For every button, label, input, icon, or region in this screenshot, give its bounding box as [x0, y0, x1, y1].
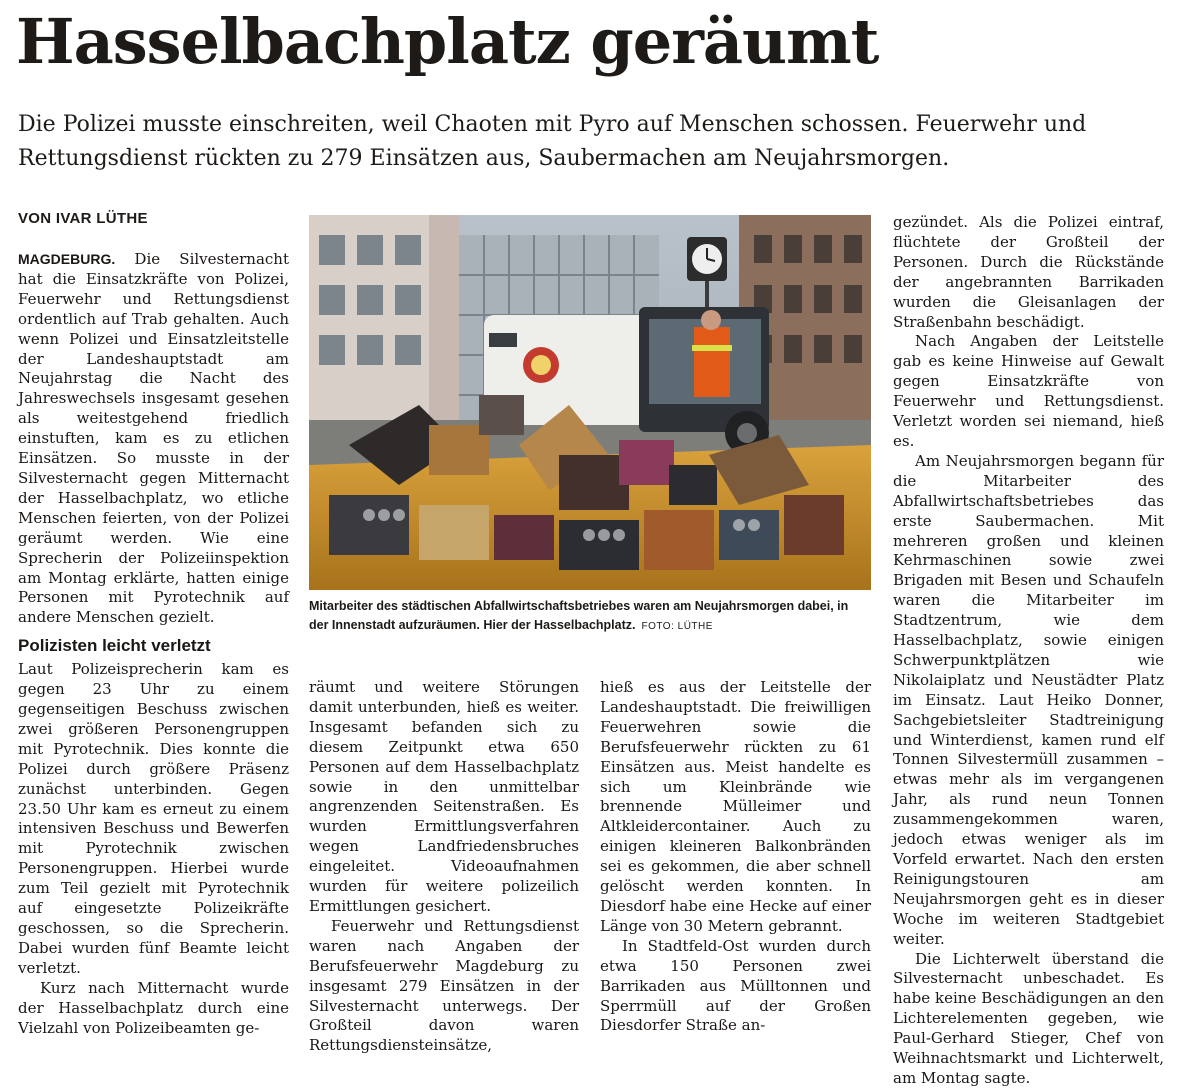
lead-paragraph [18, 250, 289, 628]
paragraph: gezündet. Als die Polizei eintraf, flüchtete der Großteil der Personen. Durch die Rückstände der angebrannten Barrikaden wurden die Gleisanlagen der Straßenbahn beschädigt. [893, 213, 1164, 331]
column-4 [893, 213, 1164, 1089]
headline: Hasselbachplatz geräumt [16, 5, 879, 78]
paragraph: räumt und weitere Störungen damit unterbunden, hieß es weiter. Insgesamt befanden sich zu diesem Zeitpunkt etwa 650 Personen auf dem Hasselbachplatz sowie in den unmittelbar angrenzenden Seitenstraßen. Es wurden Ermittlungsverfahren wegen Landfriedensbruches eingeleitet. Videoaufnahmen wurden für weitere polizeilich Ermittlungen gesichert. [309, 678, 579, 915]
worker [694, 327, 730, 397]
section-subtitle: Polizisten leicht verletzt [18, 636, 211, 656]
lead-text: Die Silvesternacht hat die Einsatzkräfte von Polizei, Feuerwehr und Rettungsdienst ordentlich auf Trab gehalten. Auch wenn Polizei und Einsatzleitstelle der Landeshauptstadt am Neujahrstag die Nacht des Jahreswechsels insgesamt gesehen als weitestgehend friedlich einstuften, kam es zu etlichen Einsätzen. So musste in der Silvesternacht gegen Mitternacht der Hasselbachplatz, wo etliche Menschen feierten, von der Polizei geräumt werden. Wie eine Sprecherin der Polizeiinspektion am Montag erklärte, hatten einige Personen mit Pyrotechnik auf andere Menschen gezielt. [18, 250, 289, 627]
subheadline: Die Polizei musste einschreiten, weil Chaoten mit Pyro auf Menschen schossen. Feuerwehr und Rettungsdienst rückten zu 279 Einsätzen aus, Saubermachen am Neujahrsmorgen. [18, 112, 1087, 171]
article-photo [309, 215, 871, 590]
paragraph: Die Lichterwelt überstand die Silvesternacht unbeschadet. Es habe keine Beschädigungen an den Lichterelementen gegeben, wie Paul-Gerhard Stieger, Chef von Weihnachtsmarkt und Lichterwelt, am Montag sagte. [893, 949, 1164, 1087]
paragraph: Feuerwehr und Rettungsdienst waren nach Angaben der Berufsfeuerwehr Magdeburg zu insgesamt 279 Einsätzen in der Silvesternacht unterwegs. Der Großteil davon waren Rettungsdiensteinsätze, [309, 916, 579, 1055]
paragraph: Nach Angaben der Leitstelle gab es keine Hinweise auf Gewalt gegen Einsatzkräfte von Feuerwehr und Rettungsdienst. Verletzt worden sei niemand, hieß es. [893, 332, 1164, 450]
dateline: MAGDEBURG. [18, 251, 116, 267]
caption-text: Mitarbeiter des städtischen Abfallwirtschaftsbetriebes waren am Neujahrsmorgen dabei, in der Innenstadt aufzuräumen. Hier der Hasselbachplatz. [309, 599, 849, 632]
paragraph: Am Neujahrsmorgen begann für die Mitarbeiter des Abfallwirtschaftsbetriebes das erste Saubermachen. Mit mehreren großen und kleinen Kehrmaschinen sowie zwei Brigaden mit Besen und Schaufeln waren die Mitarbeiter im Stadtzentrum, wie dem Hasselbachplatz, sowie einigen Schwerpunktplätzen wie Nikolaiplatz und Neustädter Platz im Einsatz. Laut Heiko Donner, Sachgebietsleiter Stadtreinigung und Winterdienst, kamen rund elf Tonnen Silvestermüll zusammen – etwas mehr als im vergangenen Jahr, als rund neun Tonnen zusammengekommen waren, jedoch etwas weniger als im Vorfeld erwartet. Nach den ersten Reinigungstouren am Neujahrsmorgen geht es in dieser Woche im weiteren Stadtgebiet weiter. [893, 451, 1164, 948]
photo-credit: FOTO: LÜTHE [641, 621, 713, 632]
byline: VON IVAR LÜTHE [18, 210, 148, 227]
paragraph: hieß es aus der Leitstelle der Landeshauptstadt. Die freiwilligen Feuerwehren sowie die Berufsfeuerwehr rückten zu 61 Einsätzen aus. Meist handelte es sich um Kleinbrände wie brennende Mülleimer und Altkleidercontainer. Auch zu einigen kleineren Balkonbränden sei es gekommen, die aber schnell gelöscht werden konnten. In Diesdorf habe eine Hecke auf einer Länge von 30 Metern gebrannt. [600, 678, 871, 935]
paragraph: Kurz nach Mitternacht wurde der Hasselbachplatz durch eine Vielzahl von Polizeibeamten ge- [18, 978, 289, 1037]
column-2 [309, 678, 579, 1056]
paragraph: Laut Polizeisprecherin kam es gegen 23 Uhr zu einem gegenseitigen Beschuss zwischen zwei größeren Personengruppen mit Pyrotechnik. Dies konnte die Polizei durch größere Präsenz zunächst unterbinden. Gegen 23.50 Uhr kam es erneut zu einem intensiven Beschuss und Bewerfen mit Pyrotechnik zwischen Personengruppen. Hierbei wurde zum Teil gezielt mit Pyrotechnik auf eingesetzte Polizeikräfte geschossen, so die Sprecherin. Dabei wurden fünf Beamte leicht verletzt. [18, 660, 289, 977]
paragraph: In Stadtfeld-Ost wurden durch etwa 150 Personen zwei Barrikaden aus Mülltonnen und Sperrmüll auf der Großen Diesdorfer Straße an- [600, 936, 871, 1035]
street-cleaning-photo [309, 215, 871, 590]
photo-caption [309, 597, 871, 636]
column-3 [600, 678, 871, 1036]
column-1 [18, 250, 289, 1038]
